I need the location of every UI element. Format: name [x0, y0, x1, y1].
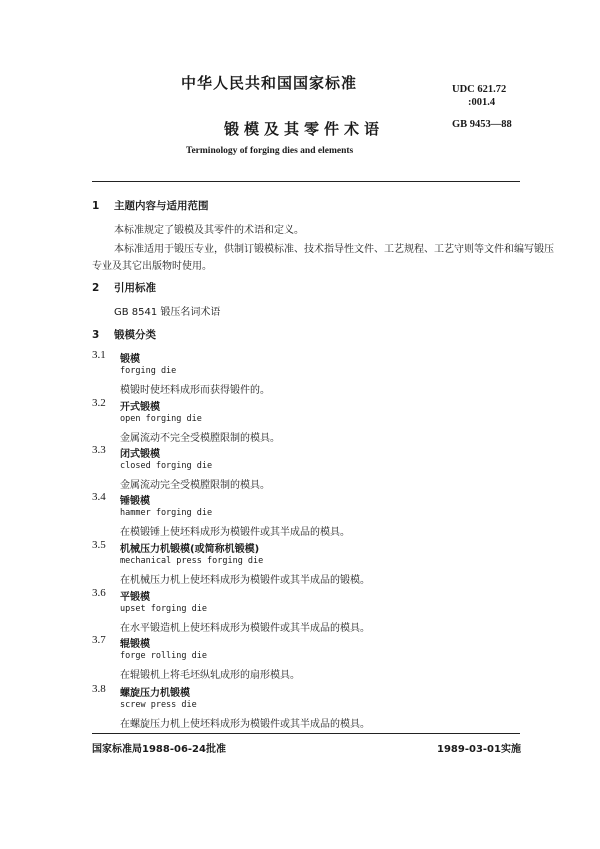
term-definition: 在模锻锤上使坯料成形为模锻件或其半成品的模具。	[120, 527, 350, 538]
term-chinese: 锤锻模	[120, 496, 150, 507]
paragraph: 本标准规定了锻模及其零件的术语和定义。	[114, 225, 304, 236]
term-chinese: 机械压力机锻模(或简称机锻模)	[120, 544, 260, 555]
term-english: screw press die	[120, 700, 197, 710]
term-number: 3.4	[92, 491, 106, 503]
term-chinese: 螺旋压力机锻模	[120, 688, 190, 699]
term-number: 3.7	[92, 634, 106, 646]
approval-date: 国家标准局1988-06-24批准	[92, 744, 226, 755]
term-definition: 金属流动不完全受模膛限制的模具。	[120, 433, 280, 444]
udc-number-line2: :001.4	[468, 97, 496, 108]
section-number: 2	[92, 282, 100, 294]
term-number: 3.2	[92, 397, 106, 409]
section-title: 主题内容与适用范围	[114, 200, 209, 212]
term-chinese: 锻模	[120, 354, 140, 365]
paragraph: GB 8541 锻压名词术语	[114, 307, 221, 318]
term-chinese: 平锻模	[120, 592, 150, 603]
term-english: mechanical press forging die	[120, 556, 264, 566]
term-english: open forging die	[120, 414, 202, 424]
term-number: 3.1	[92, 349, 106, 361]
document-subtitle: 锻模及其零件术语	[224, 120, 385, 138]
term-english: closed forging die	[120, 461, 213, 471]
term-english: hammer forging die	[120, 508, 213, 518]
footer-divider	[92, 733, 520, 734]
section-3-heading	[92, 327, 156, 342]
term-chinese: 开式锻模	[120, 402, 160, 413]
effective-date: 1989-03-01实施	[437, 744, 521, 755]
term-definition: 在水平锻造机上使坯料成形为模锻件或其半成品的模具。	[120, 623, 370, 634]
document-main-title: 中华人民共和国国家标准	[181, 74, 358, 92]
section-2-heading	[92, 280, 156, 295]
header-divider	[92, 181, 520, 182]
term-english: forge rolling die	[120, 651, 207, 661]
term-number: 3.6	[92, 587, 106, 599]
term-number: 3.5	[92, 539, 106, 551]
paragraph: 专业及其它出版物时使用。	[92, 261, 212, 272]
term-number: 3.8	[92, 683, 106, 695]
term-number: 3.3	[92, 444, 106, 456]
term-definition: 在辊锻机上将毛坯纵轧成形的扇形模具。	[120, 670, 300, 681]
term-chinese: 辊锻模	[120, 639, 150, 650]
paragraph: 本标准适用于锻压专业，供制订锻模标准、技术指导性文件、工艺规程、工艺守则等文件和编写锻压	[114, 244, 554, 255]
term-english: upset forging die	[120, 604, 207, 614]
section-title: 锻模分类	[114, 329, 156, 341]
section-title: 引用标准	[114, 282, 156, 294]
section-1-heading	[92, 198, 209, 213]
term-definition: 金属流动完全受模膛限制的模具。	[120, 480, 270, 491]
term-definition: 在机械压力机上使坯料成形为模锻件或其半成品的锻模。	[120, 575, 370, 586]
section-number: 3	[92, 329, 100, 341]
term-definition: 模锻时使坯料成形而获得锻件的。	[120, 385, 270, 396]
section-number: 1	[92, 200, 100, 212]
english-title: Terminology of forging dies and elements	[186, 146, 354, 156]
term-chinese: 闭式锻模	[120, 449, 160, 460]
udc-number-line1: UDC 621.72	[452, 84, 507, 95]
term-definition: 在螺旋压力机上使坯料成形为模锻件或其半成品的模具。	[120, 719, 370, 730]
term-english: forging die	[120, 366, 177, 376]
gb-standard-number: GB 9453—88	[452, 119, 512, 130]
